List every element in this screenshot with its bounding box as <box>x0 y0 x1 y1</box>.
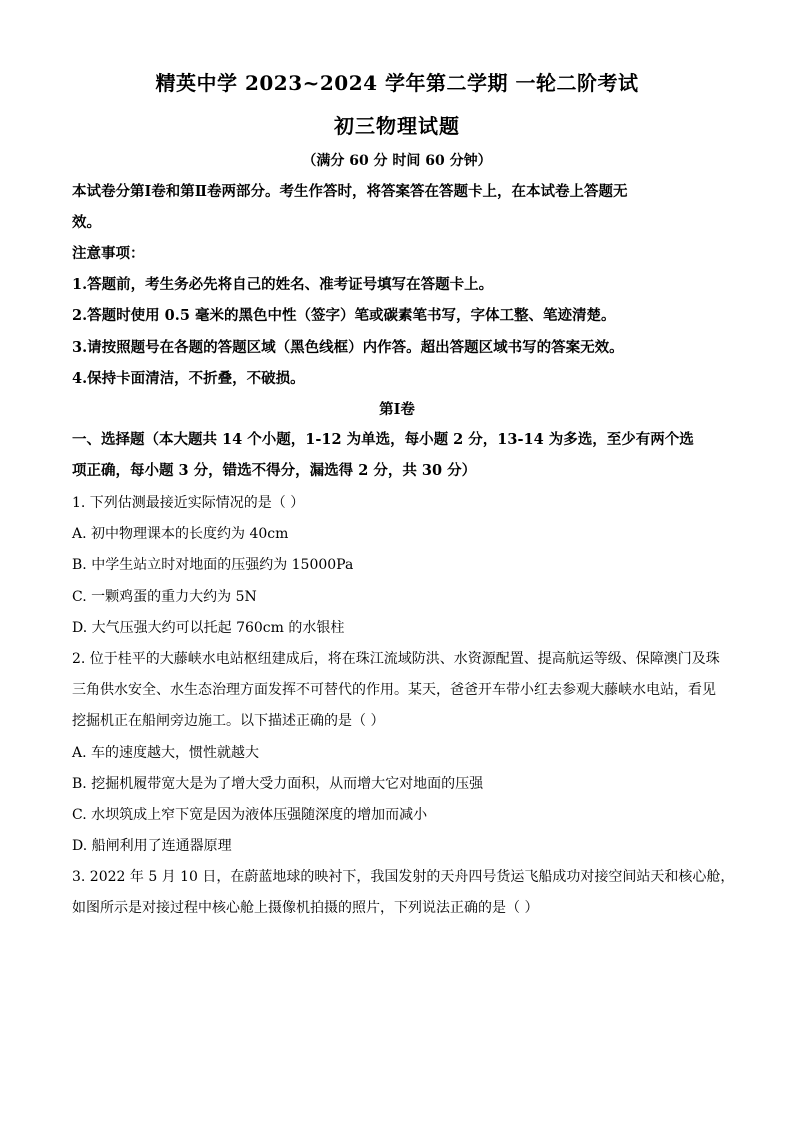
note-item: 1.答题前，考生务必先将自己的姓名、准考证号填写在答题卡上。 <box>72 276 494 293</box>
question-1-option-c: C. 一颗鸡蛋的重力大约为 5N <box>72 589 257 605</box>
question-2-option-c: C. 水坝筑成上窄下宽是因为液体压强随深度的增加而减小 <box>72 807 428 823</box>
question-1-option-a: A. 初中物理课本的长度约为 40cm <box>72 526 289 542</box>
intro-line-1: 本试卷分第Ⅰ卷和第Ⅱ卷两部分。考生作答时，将答案答在答题卡上，在本试卷上答题无 <box>72 183 628 200</box>
notes-heading: 注意事项： <box>72 245 145 262</box>
score-time-info: （满分 60 分 时间 60 分钟） <box>302 153 492 169</box>
question-2-stem-line-2: 三角供水安全、水生态治理方面发挥不可替代的作用。某天，爸爸开车带小红去参观大藤峡水电站，看见 <box>72 682 716 698</box>
note-item: 3.请按照题号在各题的答题区域（黑色线框）内作答。超出答题区域书写的答案无效。 <box>72 339 624 356</box>
exam-title: 精英中学 2023~2024 学年第二学期 一轮二阶考试 <box>155 71 639 95</box>
question-3-stem-line-1: 3. 2022 年 5 月 10 日，在蔚蓝地球的映衬下，我国发射的天舟四号货运飞船成功对接空间站天和核心舱， <box>72 869 735 885</box>
intro-line-2: 效。 <box>72 214 101 231</box>
exam-subtitle: 初三物理试题 <box>334 114 460 138</box>
question-2-stem-line-1: 2. 位于桂平的大藤峡水电站枢纽建成后，将在珠江流域防洪、水资源配置、提高航运等级、保障澳门及珠 <box>72 651 720 667</box>
question-1-stem: 1. 下列估测最接近实际情况的是（ ） <box>72 495 305 511</box>
question-3-stem-line-2: 如图所示是对接过程中核心舱上摄像机拍摄的照片，下列说法正确的是（ ） <box>72 900 539 916</box>
note-item: 4.保持卡面清洁，不折叠，不破损。 <box>72 370 305 387</box>
question-2-option-a: A. 车的速度越大，惯性就越大 <box>72 745 260 761</box>
question-2-option-b: B. 挖掘机履带宽大是为了增大受力面积，从而增大它对地面的压强 <box>72 776 484 792</box>
section-heading-line-1: 一、选择题（本大题共 14 个小题，1-12 为单选，每小题 2 分，13-14 为多选，至少有两个选 <box>72 431 694 448</box>
note-item: 2.答题时使用 0.5 毫米的黑色中性（签字）笔或碳素笔书写，字体工整、笔迹清楚。 <box>72 307 616 324</box>
question-1-option-b: B. 中学生站立时对地面的压强约为 15000Pa <box>72 557 354 573</box>
section-heading-line-2: 项正确，每小题 3 分，错选不得分，漏选得 2 分，共 30 分） <box>72 462 477 479</box>
question-2-stem-line-3: 挖掘机正在船闸旁边施工。以下描述正确的是（ ） <box>72 713 385 729</box>
section-title: 第Ⅰ卷 <box>379 401 415 418</box>
question-1-option-d: D. 大气压强大约可以托起 760cm 的水银柱 <box>72 620 345 636</box>
question-2-option-d: D. 船闸利用了连通器原理 <box>72 838 232 854</box>
